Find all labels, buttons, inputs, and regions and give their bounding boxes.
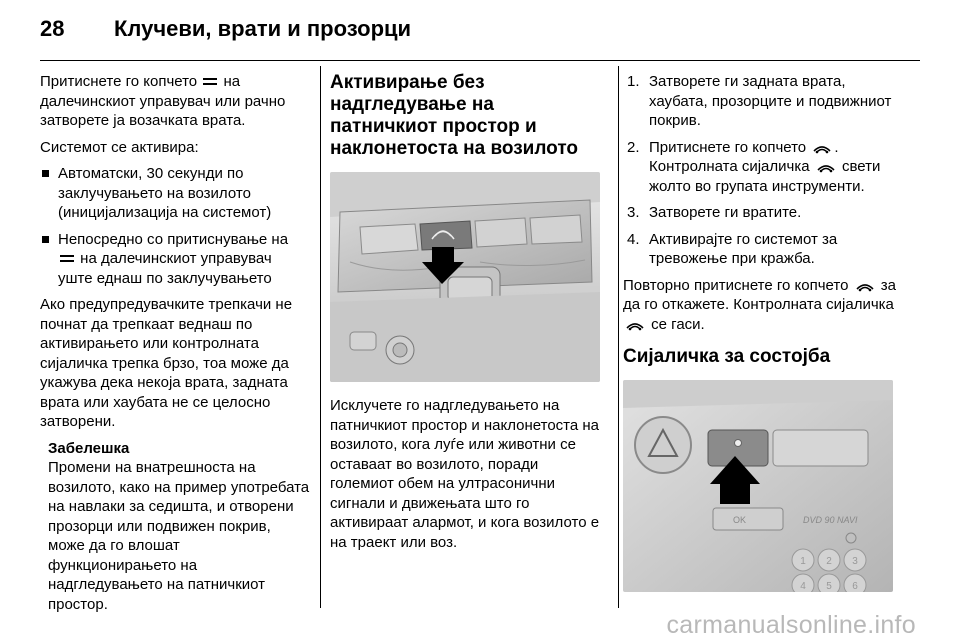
paragraph: Системот се активира: [40,138,199,156]
overhead-console-figure [330,172,600,382]
menu-lines-icon [203,77,217,87]
section-title: Сијаличка за состојба [623,346,831,367]
list-item: Непосредно со притиснување на на далечинскиот управувач уште еднаш по заклучувањето [40,230,310,289]
key-label: 5 [826,581,832,592]
car-waves-icon [816,161,836,173]
page-title: Клучеви, врати и прозорци [114,16,412,41]
paragraph: Ако предупредувачките трепкачи не почнат да трепкаат веднаш по активирањето или контролната сијаличка трепка брзо, тоа може да укажува дека некоја врата, задната врата или хаубата не се целосно затворени. [40,296,293,430]
key-label: 4 [800,581,806,592]
list-item: Автоматски, 30 секунди по заклучувањето на возилото (иницијализација на системот) [40,164,310,223]
car-waves-icon [855,280,875,292]
watermark: carmanualsonline.info [666,611,916,639]
paragraph: Повторно притиснете го копчето за да го откажете. Контролната сијаличка се гаси. [623,276,897,333]
column-2 [330,72,605,559]
header-rule [40,60,920,61]
column-1 [40,72,310,614]
list-item: 1. Затворете ги задната врата, хаубата, прозорците и подвижниот покрив. [627,73,892,129]
column-3 [623,72,905,592]
brand-label: DVD 90 NAVI [803,515,858,525]
dashboard-illustration [623,380,893,592]
column-divider-2 [618,66,619,608]
car-waves-icon [812,142,832,154]
list-item: 2. Притиснете го копчето . Контролната сијаличка свети жолто во групата инструменти. [627,138,881,195]
steps-list [623,72,905,269]
note-title: Забелешка [48,439,130,457]
ok-button-label: OK [733,515,747,525]
column-divider-1 [320,66,321,608]
section-title: Активирање без надгледување на патничкиот простор и наклонетоста на возилото [330,72,578,159]
key-label: 1 [800,556,806,567]
key-label: 3 [852,556,858,567]
key-label: 6 [852,581,858,592]
list-item: 3. Затворете ги вратите. [627,204,802,221]
list-item: 4. Активирајте го системот за тревожење при кражба. [627,230,838,267]
note-text: Промени на внатрешноста на возилото, како на пример употребата на навлаки за седишта, и отворени прозорци или подвижен покрив, може да го влошат функционирањето на надгледувањето на патничкиот простор. [48,459,310,613]
page-number: 28 [40,16,65,41]
dashboard-figure [623,380,893,592]
note-box [48,439,310,615]
car-waves-icon [625,319,645,331]
menu-lines-icon [60,254,74,264]
key-label: 2 [826,556,832,567]
paragraph: Притиснете го копчето на далечинскиот управувач или рачно затворете ја возачката врата. [40,73,286,129]
paragraph: Исклучете го надгледувањето на патничкиот простор и наклонетоста на возилото, кога луѓе или животни се оставаат во возилото, поради големиот обем на ултрасонични сигнали и движењата што го активираат алармот, и кога возилото е на траект или воз. [330,397,600,551]
page-header [40,16,411,50]
overhead-console-illustration [330,172,600,382]
